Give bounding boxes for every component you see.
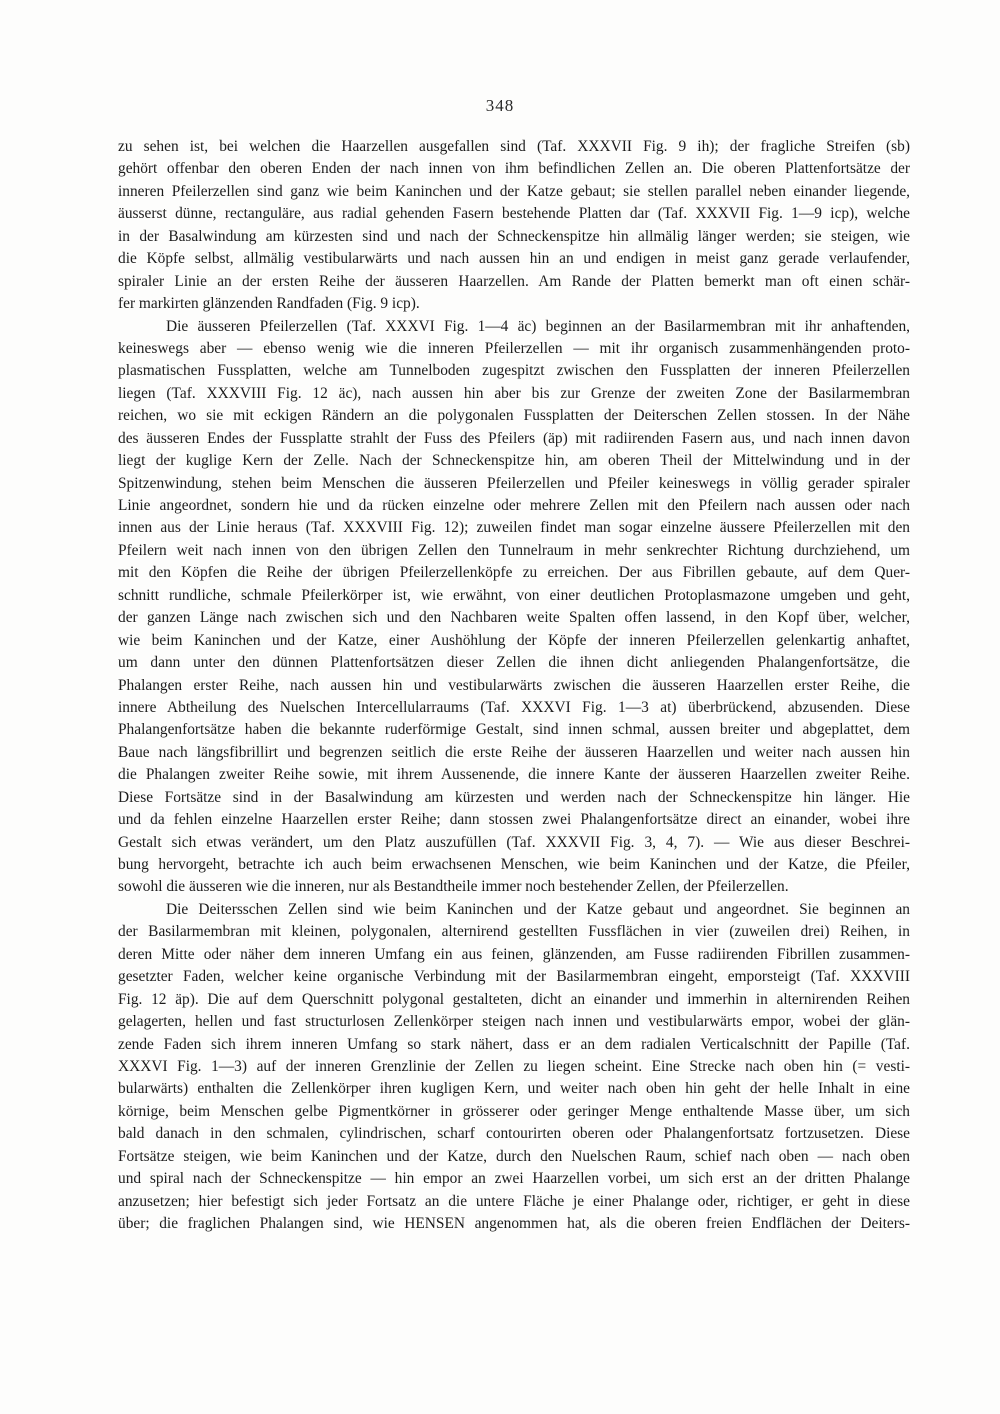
text-line: Linie angeordnet, sondern hie und da rücken einzelne oder mehrere Zellen mit den Pfeilern nach aussen oder nach xyxy=(118,497,910,514)
text-line: Phalangen erster Reihe, nach aussen hin und vestibularwärts zwischen die äusseren Haarzellen erster Reihe, die xyxy=(118,676,910,694)
text-line: und spiral nach der Schneckenspitze — hin empor an zwei Haarzellen vorbei, um sich erst an der dritten Phalange xyxy=(118,1170,910,1188)
text-line: gehört offenbar den oberen Enden der nach innen von ihm befindlichen Zellen an. Die oberen Plattenfortsätze der xyxy=(118,160,910,178)
text-line: Fig. 12 äp). Die auf dem Querschnitt polygonal gestalteten, dicht an einander und immerhin in alternirenden Reihen xyxy=(118,990,910,1008)
text-line: und da fehlen einzelne Haarzellen erster Reihe; dann stossen zwei Phalangenfortsätze direct an einander, wobei ihre xyxy=(118,811,910,829)
text-line: körnige, beim Menschen gelbe Pigmentkörner in grösserer oder geringer Menge enthaltende Masse über, um sich xyxy=(118,1102,910,1120)
body-text xyxy=(118,136,910,1235)
text-line: mit den Köpfen die Reihe der übrigen Pfeilerzellenköpfe zu erreichen. Der aus Fibrillen gebaute, auf dem Quer- xyxy=(118,564,910,582)
text-line: plasmatischen Fussplatten, welche am Tunnelboden zugespitzt zwischen den Fussplatten der inneren Pfeilerzellen xyxy=(118,362,910,380)
text-line: Pfeilern weit nach innen von den übrigen Zellen den Tunnelraum in mehr senkrechter Richtung durchziehend, um xyxy=(118,541,910,559)
text-line: der ganzen Länge nach zwischen sich und den Nachbaren weite Spalten offen lassend, in den Kopf über, welcher, xyxy=(118,609,910,627)
text-line: Gestalt sich etwas verändert, um den Platz auszufüllen (Taf. XXXVII Fig. 3, 4, 7). — Wie aus dieser Beschrei- xyxy=(118,833,910,851)
text-line: anzusetzen; hier befestigt sich jeder Fortsatz an die untere Fläche je einer Phalange oder, richtiger, er geht in diese xyxy=(118,1192,910,1210)
text-line: zende Faden sich ihrem inneren Umfang so stark nähert, dass er an dem radialen Verticalschnitt der Papille (Taf. xyxy=(118,1035,910,1053)
text-line: wie beim Kaninchen und der Katze, einer Aushöhlung der Köpfe der inneren Pfeilerzellen gelenkartig anhaftet, xyxy=(118,631,910,649)
text-line: liegen (Taf. XXXVIII Fig. 12 äc), nach aussen hin aber bis zur Grenze der zweiten Zone der Basilarmembran xyxy=(118,384,910,402)
text-line: liegt der kuglige Kern der Zelle. Nach der Schneckenspitze hin, am oberen Theil der Mittelwindung und in der xyxy=(118,452,910,470)
text-line: keineswegs aber — ebenso wenig wie die inneren Pfeilerzellen — mit ihr organisch zusammenhängenden proto- xyxy=(118,339,910,357)
text-line: die Köpfe selbst, allmälig vestibularwärts und nach aussen hin an und endigen in meist ganz gerade verlaufender, xyxy=(118,250,910,268)
text-line: schnitt rundliche, schmale Pfeilerkörper ist, wie erwähnt, von einer deutlichen Protoplasmazone umgeben und geht, xyxy=(118,586,910,604)
text-line: bularwärts) enthalten die Zellenkörper ihren kugligen Kern, und weiter nach oben hin geht der helle Inhalt in eine xyxy=(118,1080,910,1098)
text-line: über; die fraglichen Phalangen sind, wie HENSEN angenommen hat, als die oberen freien Endflächen der Deiters- xyxy=(118,1215,910,1232)
text-line: bung hervorgeht, betrachte ich auch beim erwachsenen Menschen, wie beim Kaninchen und der Katze, die Pfeiler, xyxy=(118,856,910,873)
text-line: inneren Pfeilerzellen sind ganz wie beim Kaninchen und der Katze gebaut; sie stellen parallel neben einander liegende, xyxy=(118,182,910,200)
text-line: Diese Fortsätze sind in der Basalwindung am kürzesten und werden nach der Schneckenspitze hin länger. Hie xyxy=(118,788,910,806)
text-line: zu sehen ist, bei welchen die Haarzellen ausgefallen sind (Taf. XXXVII Fig. 9 ih); der fragliche Streifen (sb) xyxy=(118,138,910,155)
text-line: Fortsätze steigen, wie beim Kaninchen und der Katze, durch den Nuelschen Raum, schief nach oben — nach oben xyxy=(118,1147,910,1165)
page-number: 348 xyxy=(485,96,515,115)
text-line: in der Basalwindung am kürzesten sind und nach der Schneckenspitze hin allmälig länger werden; sie steigen, wie xyxy=(118,227,910,245)
text-line: der Basilarmembran mit kleinen, polygonalen, alternirend gestellten Fussflächen in vier (zuweilen drei) Reihen, in xyxy=(118,923,910,941)
text-line: innen aus der Linie heraus (Taf. XXXVIII Fig. 12); zuweilen findet man sogar einzelne äussere Pfeilerzellen mit den xyxy=(118,519,910,537)
text-line: die Phalangen zweiter Reihe sowie, mit ihrem Aussenende, die innere Kante der äusseren Haarzellen zweiter Reihe. xyxy=(118,766,910,784)
text-line: Baue nach längsfibrillirt und begrenzen seitlich die erste Reihe der äusseren Haarzellen und weiter nach aussen hin xyxy=(118,743,910,761)
text-line: reichen, wo sie mit eckigen Rändern an die polygonalen Fussplatten der Deiterschen Zellen stossen. In der Nähe xyxy=(118,407,910,425)
text-line: gelagerten, hellen und fast structurlosen Zellenkörper steigen nach innen und vestibularwärts empor, wobei der glän- xyxy=(118,1013,910,1031)
text-line: Phalangenfortsätze haben die bekannte ruderförmige Gestalt, sind innen schmal, aussen breiter und abgeplattet, dem xyxy=(118,721,910,739)
text-line: XXXVI Fig. 1—3) auf der inneren Grenzlinie der Zellen zu liegen scheint. Eine Strecke nach oben hin (= vesti- xyxy=(118,1057,910,1075)
text-line: fer markirten glänzenden Randfaden (Fig. 9 icp). xyxy=(118,295,420,313)
text-line: um dann unter den dünnen Plattenfortsätzen dieser Zellen die ihnen dicht anliegenden Phalangenfortsätze, die xyxy=(118,654,910,672)
text-line: äusserst dünne, rectanguläre, aus radial gehenden Fasern bestehende Platten dar (Taf. XXXVII Fig. 1—9 icp), welche xyxy=(118,205,910,223)
text-line: Spitzenwindung, stehen beim Menschen die äusseren Pfeilerzellen und Pfeiler keineswegs in völlig gerader spiraler xyxy=(118,474,910,492)
text-line: innere Abtheilung des Nuelschen Intercellularraums (Taf. XXXVI Fig. 1—3 at) überbrückend, abzusenden. Diese xyxy=(118,698,910,716)
text-line: sowohl die äusseren wie die inneren, nur als Bestandtheile immer noch bestehender Zellen, der Pfeilerzellen. xyxy=(118,878,789,896)
text-line: gesetzter Faden, welcher keine organische Verbindung mit der Basilarmembran eingeht, emporsteigt (Taf. XXXVIII xyxy=(118,968,910,986)
text-line: bald danach in den schmalen, cylindrischen, scharf contourirten oberen oder Phalangenfortsatz fortzusetzen. Diese xyxy=(118,1125,910,1143)
paragraph-start-line: Die äusseren Pfeilerzellen (Taf. XXXVI Fig. 1—4 äc) beginnen an der Basilarmembran mit ihr anhaftenden, xyxy=(166,317,910,335)
text-line: des äusseren Endes der Fussplatte strahlt der Fuss des Pfeilers (äp) mit radiirenden Fasern aus, und nach innen davon xyxy=(118,429,910,447)
text-line: spiraler Linie an der ersten Reihe der äusseren Haarzellen. Am Rande der Platten bemerkt man oft einen schär- xyxy=(118,272,910,290)
text-line: deren Mitte oder näher dem inneren Umfang ein aus feinen, glänzenden, am Fusse radiirenden Fibrillen zusammen- xyxy=(118,945,910,963)
paragraph-start-line: Die Deitersschen Zellen sind wie beim Kaninchen und der Katze gebaut und angeordnet. Sie beginnen an xyxy=(166,900,910,918)
